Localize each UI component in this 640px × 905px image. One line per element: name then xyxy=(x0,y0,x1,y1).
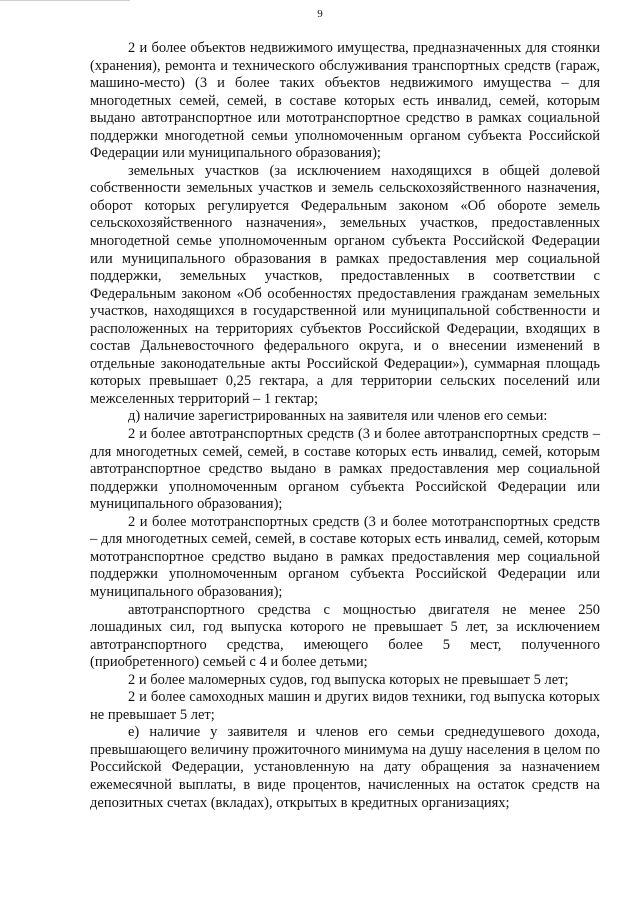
scan-edge-line xyxy=(0,0,130,7)
paragraph-land-plots: земельных участков (за исключением находящихся в общей долевой собственности земельных участков и земель сельскохозяйственного назначения, оборот которых регулируется Федеральным законом «Об обороте земель сельскохозяйственного назначения», земельных участков, предоставленных многодетной семье уполномоченным органом субъекта Российской Федерации или муниципального образования в рамках предоставления мер социальной поддержки, земельных участков, предоставленных в соответствии с Федеральным законом «Об особенностях предоставления гражданам земельных участков, находящихся в государственной или муниципальной собственности и расположенных на территориях субъектов Российской Федерации, входящих в состав Дальневосточного федерального округа, и о внесении изменений в отдельные законодательные акты Российской Федерации»), суммарная площадь которых превышает 0,25 гектара, а для территории сельских поселений или межселенных территорий – 1 гектар; xyxy=(90,162,600,407)
page-number: 9 xyxy=(317,8,323,20)
paragraph-auto-vehicles: 2 и более автотранспортных средств (3 и более автотранспортных средств – для многодетных семей, семей, в составе которых есть инвалид, семей, которым автотранспортное средство выдано в рамках предоставления мер социальной поддержки уполномоченным органом субъекта Российской Федерации или муниципального образования); xyxy=(90,426,600,513)
paragraph-self-propelled: 2 и более самоходных машин и других видов техники, год выпуска которых не превышает 5 лет; xyxy=(90,689,600,723)
paragraph-powerful-vehicle: автотранспортного средства с мощностью двигателя не менее 250 лошадиных сил, год выпуска которого не превышает 5 лет, за исключением автотранспортного средства, имеющего более 5 мест, полученного (приобретенного) семьей с 4 и более детьми; xyxy=(90,601,600,671)
paragraph-item-d: д) наличие зарегистрированных на заявителя или членов его семьи: xyxy=(128,408,548,425)
document-body xyxy=(90,40,600,812)
paragraph-small-vessels: 2 и более маломерных судов, год выпуска которых не превышает 5 лет; xyxy=(128,671,569,688)
paragraph-item-e: е) наличие у заявителя и членов его семьи среднедушевого дохода, превышающего величину прожиточного минимума на душу населения в целом по Российской Федерации, установленную на дату обращения за назначением ежемесячной выплаты, в виде процентов, начисленных на остаток средств на депозитных счетах (вкладах), открытых в кредитных организациях; xyxy=(90,724,600,811)
paragraph-parking-property: 2 и более объектов недвижимого имущества, предназначенных для стоянки (хранения), ремонта и технического обслуживания транспортных средств (гараж, машино-место) (3 и более таких объектов недвижимого имущества – для многодетных семей, семей, в составе которых есть инвалид, семей, которым выдано автотранспортное или мототранспортное средство в рамках социальной поддержки многодетной семьи уполномоченным органом субъекта Российской Федерации или муниципального образования); xyxy=(90,40,600,162)
paragraph-moto-vehicles: 2 и более мототранспортных средств (3 и более мототранспортных средств – для многодетных семей, семей, в составе которых есть инвалид, семей, которым мототранспортное средство выдано в рамках предоставления мер социальной поддержки уполномоченным органом субъекта Российской Федерации или муниципального образования); xyxy=(90,513,600,600)
